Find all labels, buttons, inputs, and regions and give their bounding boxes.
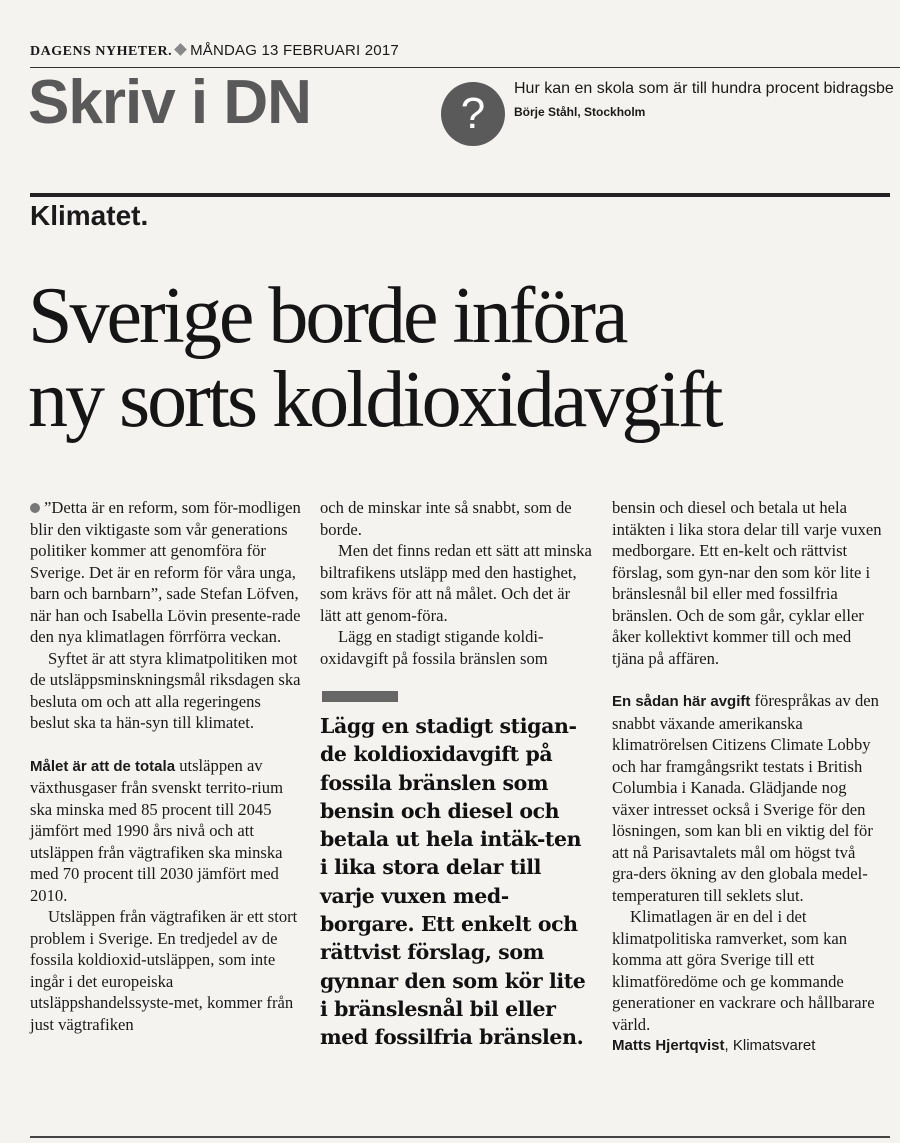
paragraph: bensin och diesel och betala ut hela intäkten i lika stora delar till varje vuxen medborgare. Ett en-kelt och rättvist förslag, som gyn-nar den som kör lite i bränslesnål bil eller med fossilfria bränslen. Och de som går, cyklar eller åker kollektivt kommer till och med tjäna på affären. xyxy=(612,498,882,668)
paragraph: Klimatlagen är en del i det klimatpolitiska ramverket, som kan komma att göra Sverige till ett klimatföredöme och ge kommande generationer en vackrare och hållbarare värld. xyxy=(612,907,875,1034)
paragraph: Syftet är att styra klimatpolitiken mot de utsläppsminskningsmål riksdagen ska besluta om och att alla regeringens beslut ska ta hän-syn till klimatet. xyxy=(30,648,301,732)
bottom-rule xyxy=(30,1136,890,1138)
paragraph-text: utsläppen av växthusgaser från svenskt territo-rium ska minska med 85 procent till 2045 jämfört med 1990 års nivå och att utsläppen från vägtrafiken ska minska med 70 procent till 2030 jämfört med 2010. xyxy=(30,755,283,905)
pullquote: Lägg en stadigt stigan-de koldioxidavgift på fossila bränslen som bensin och diesel och betala ut hela intäk-ten i lika stora delar till varje vuxen med-borgare. Ett enkelt och rättvist förslag, som gynnar den som kör lite i bränslesnål bil eller med fossilfria bränslen. xyxy=(320,714,586,1050)
masthead xyxy=(30,42,399,60)
article-kicker: Klimatet. xyxy=(30,200,149,231)
section-logo: Skriv i DN xyxy=(28,68,311,137)
article-column-1 xyxy=(30,497,302,1035)
issue-date: MÅNDAG 13 FEBRUARI 2017 xyxy=(190,42,399,59)
question-mark-icon: ? xyxy=(441,82,505,146)
paragraph: Men det finns redan ett sätt att minska biltrafikens utsläpp med den hastighet, som krävs för att nå målet. Och det är lätt att genom-föra. xyxy=(320,541,592,625)
paragraph-text: ”Detta är en reform, som för-modligen blir den viktigaste som vår generations politiker kommer att genomföra för Sverige. Det är en reform för våra unga, barn och barnbarn”, sade Stefan Löfven, när han och Isabella Lövin presente-rade den nya klimatlagen förrförra veckan. xyxy=(30,498,301,646)
author-name: Matts Hjertqvist xyxy=(612,1037,725,1054)
diamond-icon xyxy=(174,43,187,56)
bullet-icon xyxy=(30,503,40,513)
paragraph xyxy=(30,755,302,907)
article-headline xyxy=(28,274,898,442)
paragraph-text: förespråkas av den snabbt växande amerikanska klimatrörelsen Citizens Climate Lobby och har framgångsrikt testats i British Columbia i Kanada. Glädjande nog växer intresset också i Sverige för den lösningen, som kan bli en viktig del för att nå Parisavtalets mål om högst två gra-ders ökning av den globala medel-temperaturen till seklets slut. xyxy=(612,691,879,905)
headline-line-1: Sverige borde införa xyxy=(28,272,626,360)
teaser-question: Hur kan en skola som är till hundra procent bidragsbe xyxy=(514,80,894,97)
paragraph-lead: En sådan här avgift xyxy=(612,693,751,710)
byline xyxy=(612,1035,884,1057)
article-column-3 xyxy=(612,497,884,1057)
paper-name: DAGENS NYHETER. xyxy=(30,44,173,59)
teaser-author: Börje Ståhl, Stockholm xyxy=(514,105,646,119)
headline-line-2: ny sorts koldioxidavgift xyxy=(28,356,721,444)
pullquote-bar xyxy=(322,691,398,702)
section-rule xyxy=(30,193,890,197)
paragraph xyxy=(612,690,884,906)
paragraph: Lägg en stadigt stigande koldi-oxidavgift på fossila bränslen som xyxy=(320,627,548,668)
article-column-2 xyxy=(320,497,592,1052)
paragraph: Utsläppen från vägtrafiken är ett stort problem i Sverige. En tredjedel av de fossila koldioxid-utsläppen, som inte ingår i det europeiska utsläppshandelssyste-met, kommer från just vägtrafiken xyxy=(30,907,298,1034)
paragraph-lead: Målet är att de totala xyxy=(30,757,176,775)
paragraph: och de minskar inte så snabbt, som de borde. xyxy=(320,498,572,539)
paragraph xyxy=(30,497,302,648)
author-affiliation: , Klimatsvaret xyxy=(724,1037,816,1054)
